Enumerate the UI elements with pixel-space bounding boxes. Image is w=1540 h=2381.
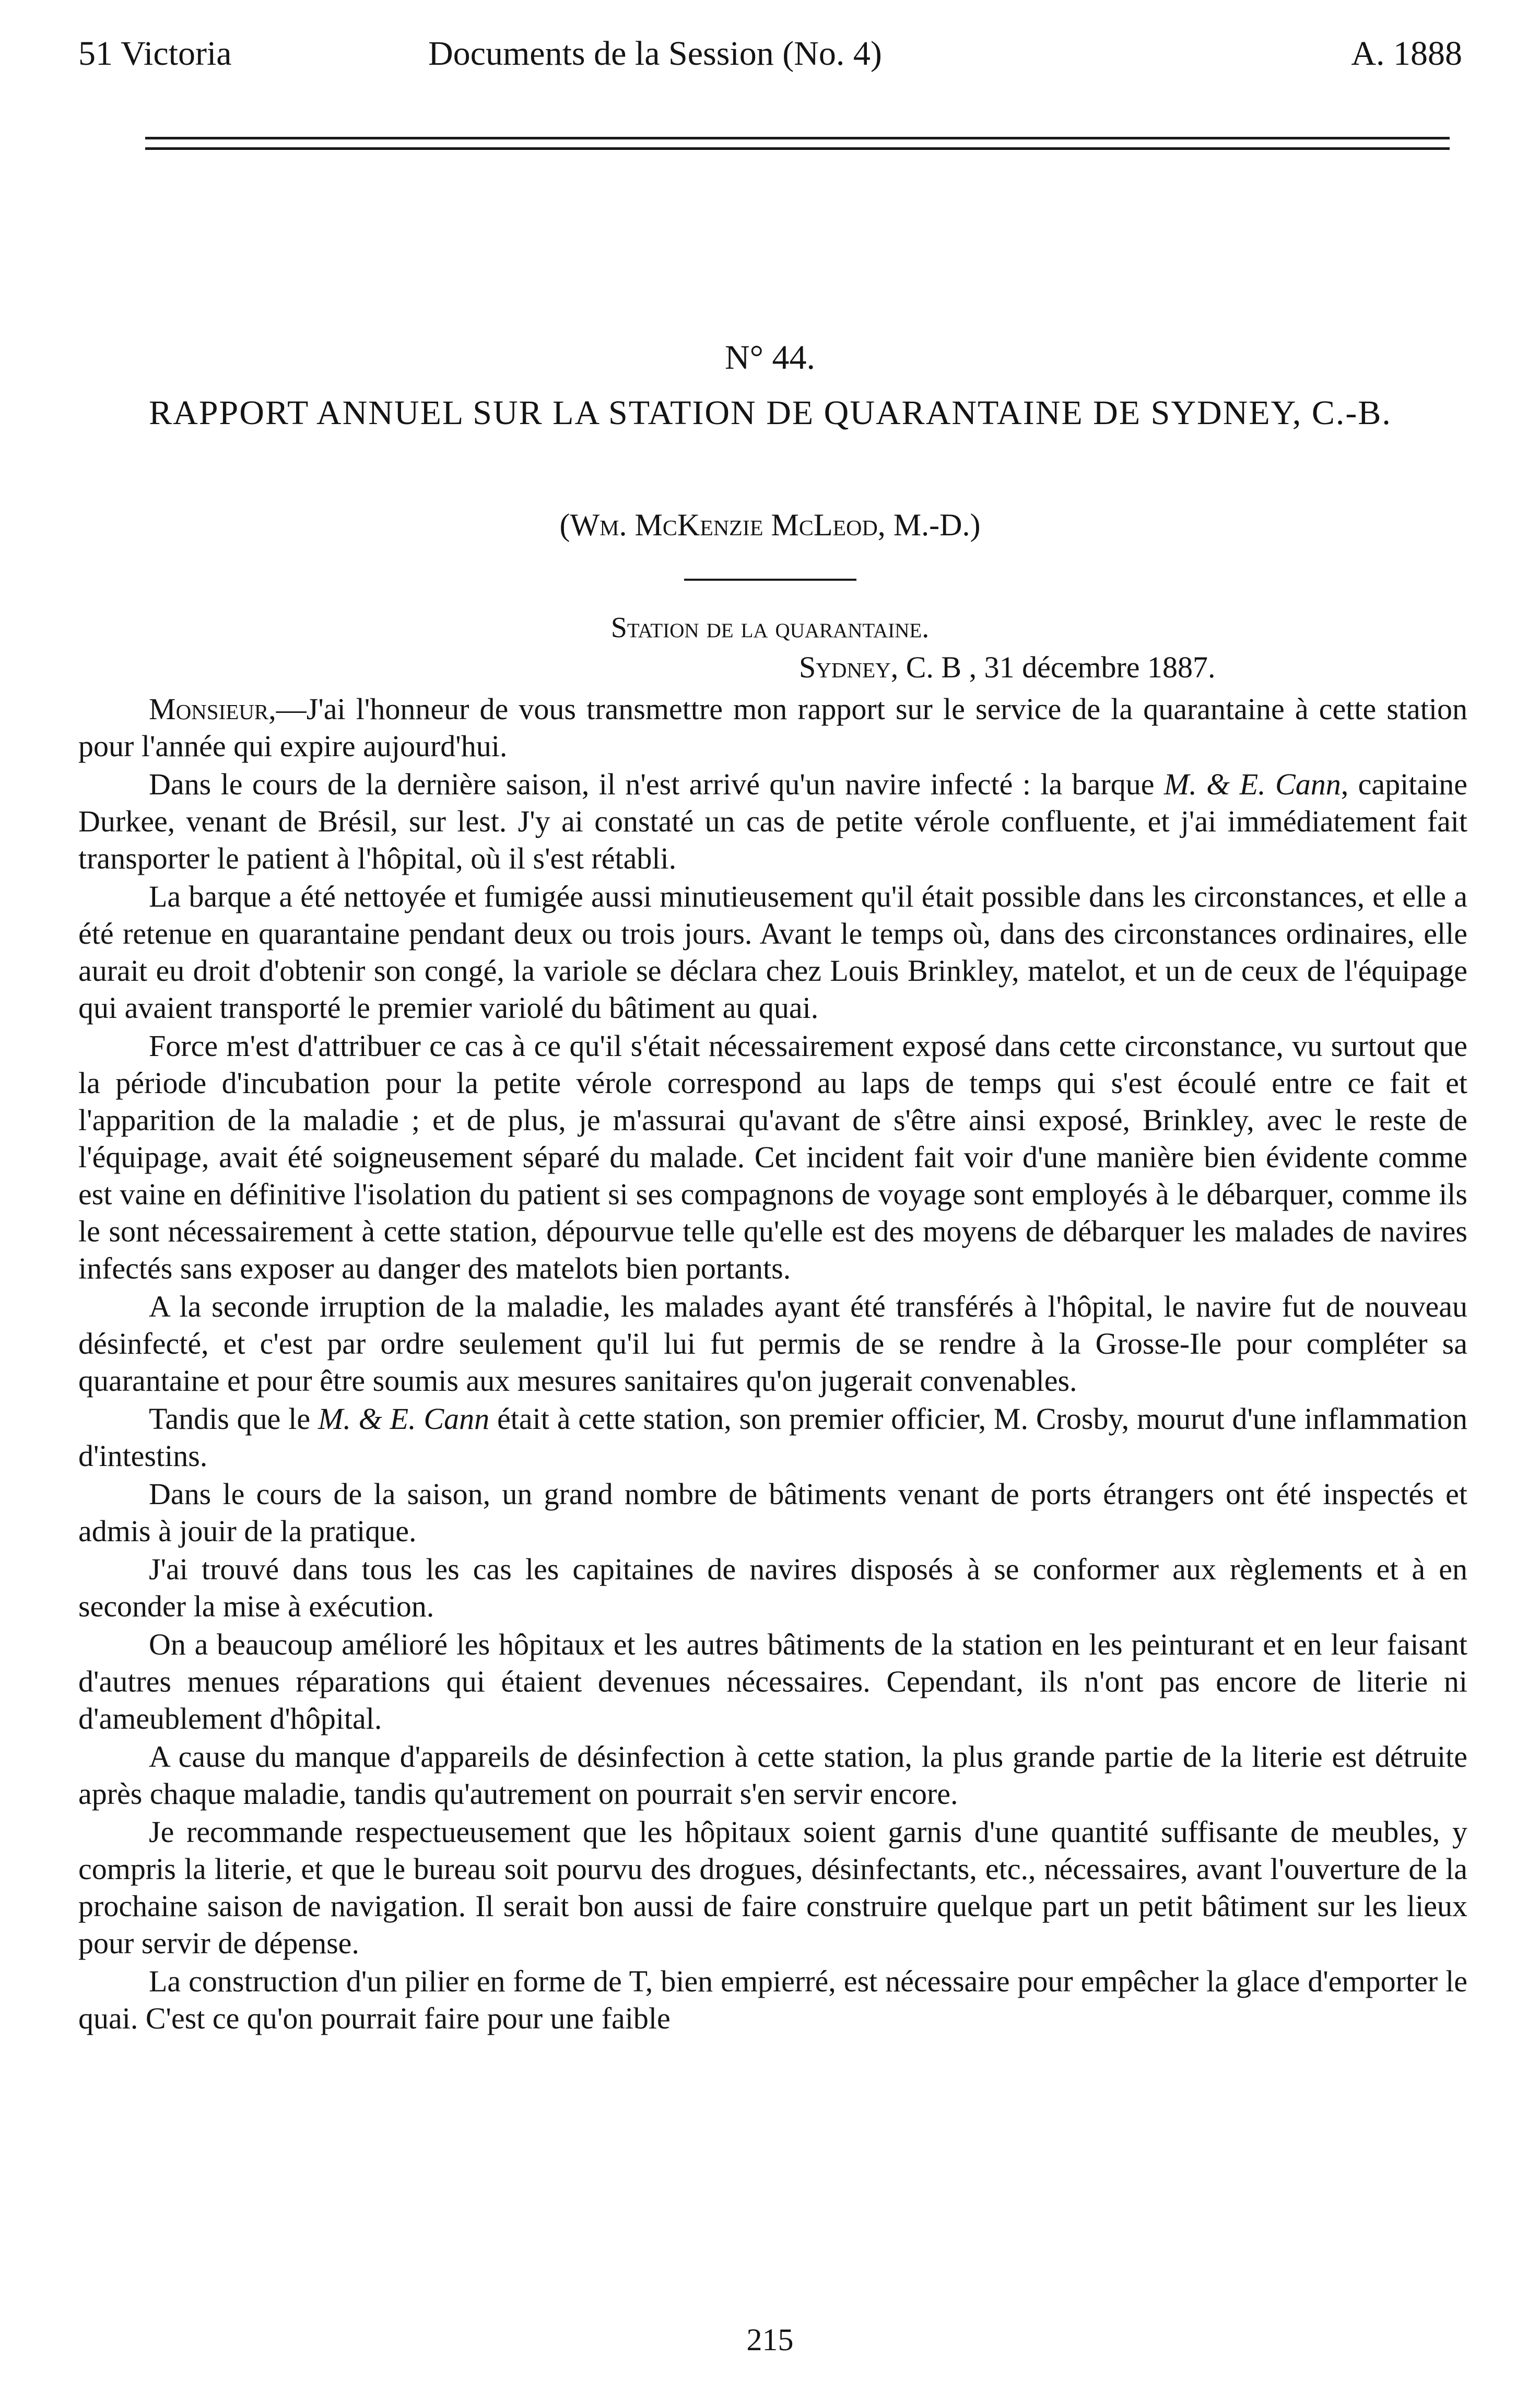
paragraph-5: A la seconde irruption de la maladie, les malades ayant été transférés à l'hôpital, le navire fut de nouveau désinfecté, et c'est par ordre seulement qu'il lui fut permis de se rendre à la Grosse-Ile pour compléter sa quarantaine et pour être soumis aux mesures sanitaires qu'on jugerait convenables.	[78, 1289, 1467, 1398]
title-divider	[684, 579, 856, 581]
header-rule-top	[145, 137, 1450, 139]
ship-name: M. & E. Cann	[1163, 767, 1341, 801]
report-body	[78, 690, 1467, 2038]
paragraph-3: La barque a été nettoyée et fumigée aussi minutieusement qu'il était possible dans les circonstances, et elle a été retenue en quarantaine pendant deux ou trois jours. Avant le temps où, dans des circonstances ordinaires, elle aurait eu droit d'obtenir son congé, la variole se déclara chez Louis Brinkley, matelot, et un de ceux de l'équipage qui avaient transporté le premier variolé du bâtiment au quai.	[78, 879, 1467, 1025]
station-heading: Station de la quarantaine.	[610, 612, 930, 644]
paragraph-2-text-b: , capitaine Durkee, venant de Brésil, sur lest. J'y ai constaté un cas de petite vérole confluente, et j'ai immédiatement fait transporter le patient à l'hôpital, où il s'est rétabli.	[78, 767, 1467, 875]
paragraph-6	[78, 1400, 1467, 1474]
document-number: N° 44.	[724, 338, 816, 377]
paragraph-1	[78, 690, 1467, 765]
header-year: A. 1888	[1351, 34, 1462, 73]
header-rule-bottom	[145, 147, 1450, 150]
paragraph-10: A cause du manque d'appareils de désinfection à cette station, la plus grande partie de la literie est détruite après chaque maladie, tandis qu'autrement on pourrait s'en servir encore.	[78, 1740, 1467, 1811]
paragraph-12: La construction d'un pilier en forme de T, bien empierré, est nécessaire pour empêcher la glace d'emporter le quai. C'est ce qu'on pourrait faire pour une faible	[78, 1964, 1467, 2035]
ship-name: M. & E. Cann	[318, 1402, 490, 1436]
paragraph-1-text: —J'ai l'honneur de vous transmettre mon rapport sur le service de la quarantaine à cette station pour l'année qui expire aujourd'hui.	[78, 692, 1467, 763]
running-header	[78, 25, 1462, 83]
paragraph-9: On a beaucoup amélioré les hôpitaux et les autres bâtiments de la station en les peinturant et en leur faisant d'autres menues réparations qui étaient devenues nécessaires. Cependant, ils n'ont pas encore de literie ni d'ameublement d'hôpital.	[78, 1627, 1467, 1735]
paragraph-7: Dans le cours de la saison, un grand nombre de bâtiments venant de ports étrangers ont été inspectés et admis à jouir de la pratique.	[78, 1477, 1467, 1548]
salutation: Monsieur,	[149, 692, 276, 726]
dateline-date: C. B , 31 décembre 1887.	[898, 650, 1216, 684]
paragraph-4: Force m'est d'attribuer ce cas à ce qu'il s'était nécessairement exposé dans cette circonstance, vu surtout que la période d'incubation pour la petite vérole correspond au laps de temps qui s'est écoulé entre ce fait et l'apparition de la maladie ; et de plus, je m'assurai qu'avant de s'être ainsi exposé, Brinkley, avec le reste de l'équipage, avait été soigneusement séparé du malade. Cet incident fait voir d'une manière bien évidente comme est vaine en définitive l'isolation du patient si ses compagnons de voyage sont employés à le débarquer, comme ils le sont nécessairement à cette station, dépourvue telle qu'elle est des moyens de débarquer les malades de navires infectés sans exposer au danger des matelots bien portants.	[78, 1029, 1467, 1285]
page-number: 215	[746, 2323, 794, 2357]
paragraph-8: J'ai trouvé dans tous les cas les capitaines de navires disposés à se conformer aux règlements et à en seconder la mise à exécution.	[78, 1552, 1467, 1623]
paragraph-6-text-a: Tandis que le	[149, 1402, 318, 1436]
paragraph-6-text-b: était à cette station, son premier officier, M. Crosby, mourut d'une inflammation d'intestins.	[78, 1402, 1467, 1473]
header-volume: 51 Victoria	[78, 34, 232, 73]
dateline	[799, 646, 1467, 689]
dateline-place: Sydney,	[799, 650, 899, 684]
paragraph-2	[78, 766, 1467, 877]
report-author: (Wm. McKenzie McLeod, M.-D.)	[559, 508, 981, 542]
header-series: Documents de la Session (No. 4)	[428, 34, 882, 73]
paragraph-11: Je recommande respectueusement que les hôpitaux soient garnis d'une quantité suffisante de meubles, y compris la literie, et que le bureau soit pourvu des drogues, désinfectants, etc., nécessaires, avant l'ouverture de la prochaine saison de navigation. Il serait bon aussi de faire construire quelque part un petit bâtiment sur les lieux pour servir de dépense.	[78, 1815, 1467, 1960]
paragraph-2-text-a: Dans le cours de la dernière saison, il n'est arrivé qu'un navire infecté : la barque	[149, 767, 1164, 801]
report-title: RAPPORT ANNUEL SUR LA STATION DE QUARANTAINE DE SYDNEY, C.-B.	[149, 394, 1392, 432]
